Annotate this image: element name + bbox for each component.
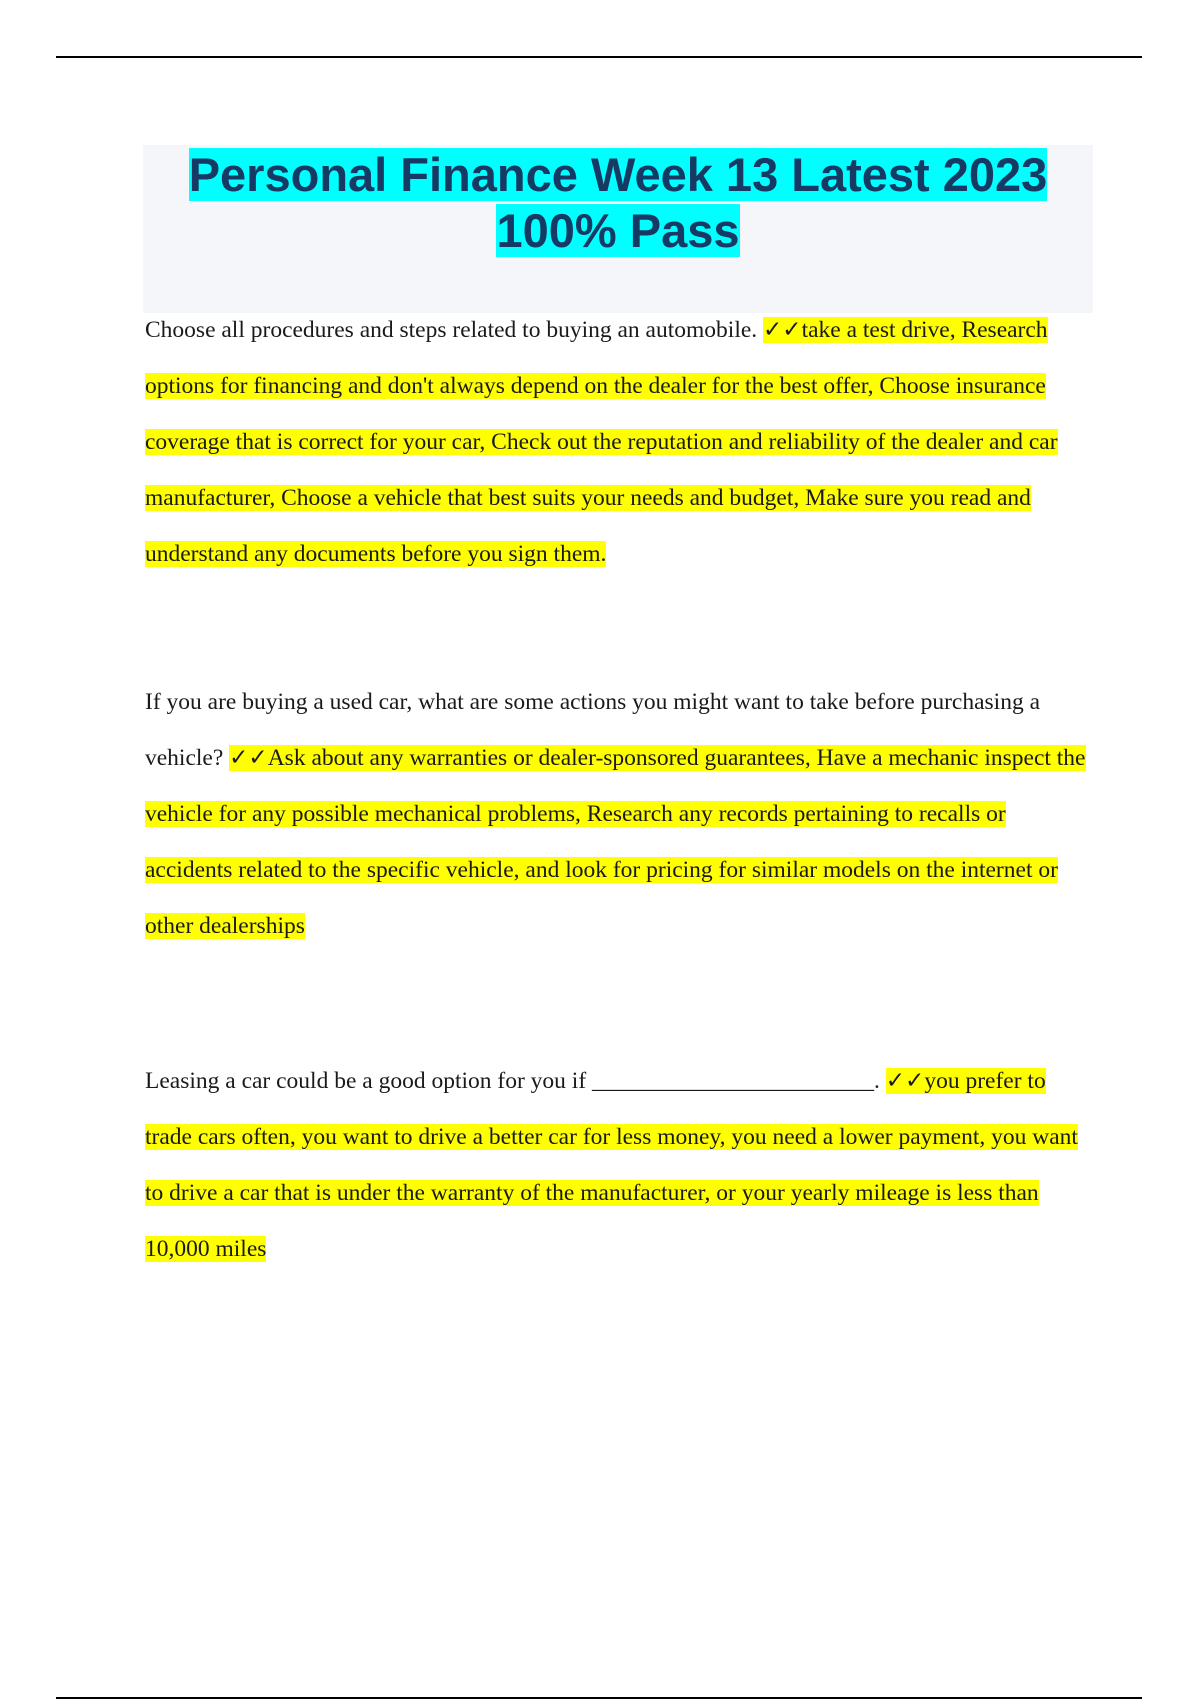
question-1: Choose all procedures and steps related to buying an automobile. (145, 317, 758, 343)
bottom-rule (56, 1697, 1142, 1699)
checkmark-icon: ✓✓ (229, 745, 268, 771)
question-3: Leasing a car could be a good option for you if ________________________. (145, 1068, 880, 1094)
qa-item-2 (145, 674, 1095, 954)
checkmark-icon: ✓✓ (763, 317, 802, 343)
title-banner (143, 145, 1093, 313)
question-2: If you are buying a used car, what are some actions you might want to take before purchasing a vehicle? (145, 689, 1041, 771)
answer-2: Ask about any warranties or dealer-sponsored guarantees, Have a mechanic inspect the vehicle for any possible mechanical problems, Research any records pertaining to recalls or accidents related to the specific vehicle, and look for pricing for similar models on the internet or other dealerships (145, 745, 1086, 939)
answer-1: take a test drive, Research options for financing and don't always depend on the dealer for the best offer, Choose insurance coverage that is correct for your car, Check out the reputation and reliability of the dealer and car manufacturer, Choose a vehicle that best suits your needs and budget, Make sure you read and understand any documents before you sign them. (145, 317, 1058, 567)
answer-2-highlight (145, 745, 1086, 939)
answer-1-highlight (145, 317, 1058, 567)
page-title (143, 145, 1093, 259)
answer-3: you prefer to trade cars often, you want to drive a better car for less money, you need a lower payment, you want to drive a car that is under the warranty of the manufacturer, or your yearly mileage is less than 10,000 miles (145, 1068, 1078, 1262)
checkmark-icon: ✓✓ (885, 1068, 925, 1094)
top-rule (56, 56, 1142, 58)
qa-item-3 (145, 1053, 1095, 1277)
qa-item-1 (145, 302, 1095, 582)
page-title-text: Personal Finance Week 13 Latest 2023 100% Pass (188, 148, 1048, 257)
answer-3-highlight (145, 1068, 1078, 1262)
